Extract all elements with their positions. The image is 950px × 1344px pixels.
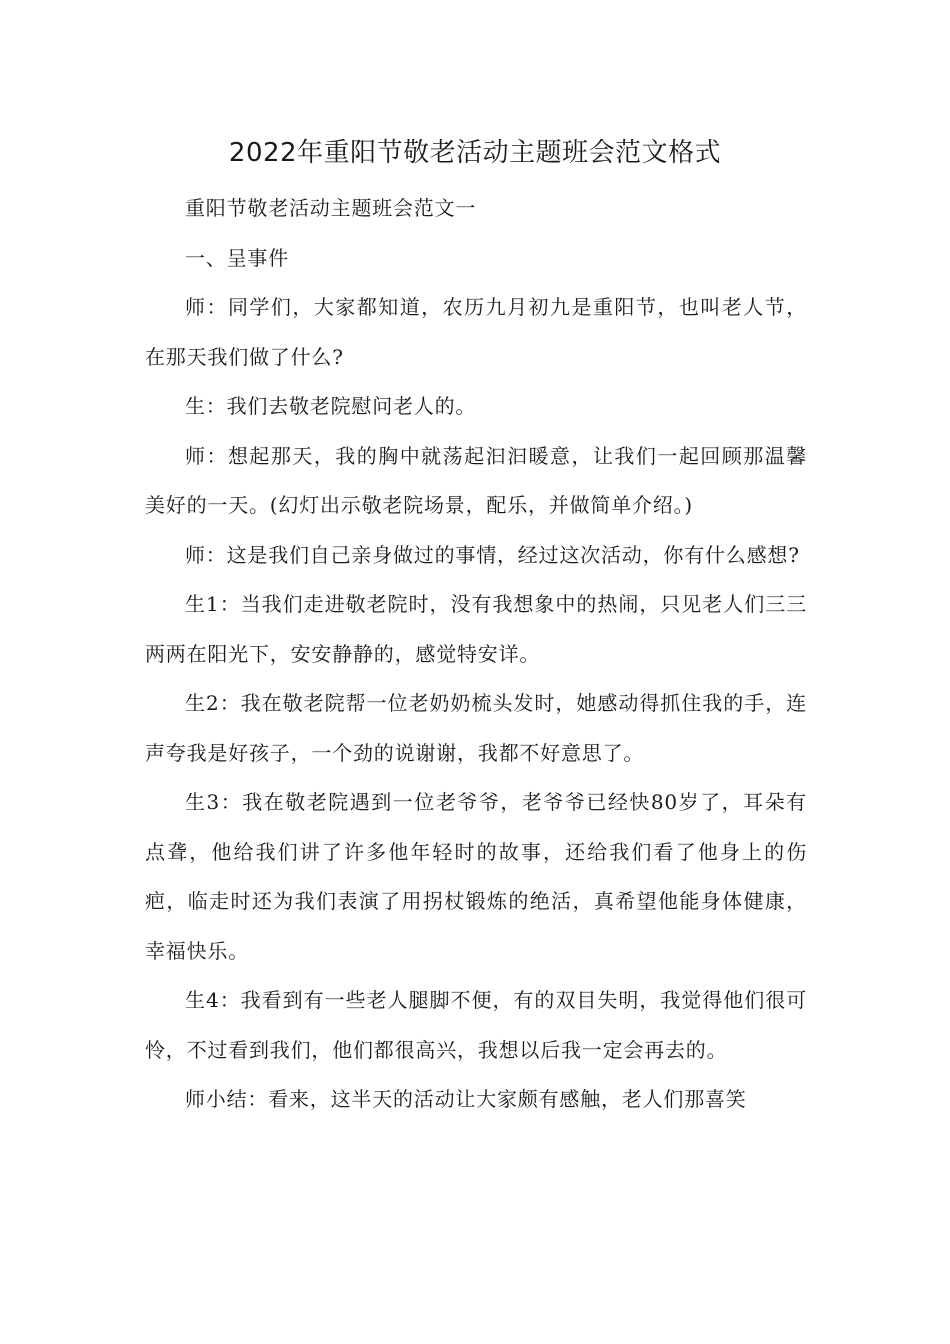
paragraph: 生4：我看到有一些老人腿脚不便，有的双目失明，我觉得他们很可怜，不过看到我们，他们都很高兴，我想以后我一定会再去的。 bbox=[145, 988, 807, 1062]
paragraph: 师：同学们，大家都知道，农历九月初九是重阳节，也叫老人节，在那天我们做了什么? bbox=[145, 295, 807, 369]
paragraph: 生1：当我们走进敬老院时，没有我想象中的热闹，只见老人们三三两两在阳光下，安安静静的，感觉特安详。 bbox=[145, 592, 807, 666]
paragraph: 师：想起那天，我的胸中就荡起汩汩暖意，让我们一起回顾那温馨美好的一天。(幻灯出示敬老院场景，配乐，并做简单介绍。) bbox=[145, 443, 807, 517]
document-body bbox=[145, 184, 807, 1125]
paragraph: 师小结：看来，这半天的活动让大家颇有感触，老人们那喜笑 bbox=[185, 1087, 747, 1111]
paragraph: 生：我们去敬老院慰问老人的。 bbox=[185, 394, 477, 418]
paragraph-section-heading: 一、呈事件 bbox=[185, 245, 289, 270]
paragraph: 生3：我在敬老院遇到一位老爷爷，老爷爷已经快80岁了，耳朵有点聋，他给我们讲了许多他年轻时的故事，还给我们看了他身上的伤疤，临走时还为我们表演了用拐杖锻炼的绝活，真希望他能身体健康，幸福快乐。 bbox=[145, 790, 807, 963]
paragraph-subtitle: 重阳节敬老活动主题班会范文一 bbox=[185, 196, 477, 220]
document-title: 2022年重阳节敬老活动主题班会范文格式 bbox=[228, 138, 722, 168]
paragraph: 师：这是我们自己亲身做过的事情，经过这次活动，你有什么感想? bbox=[185, 542, 800, 567]
paragraph: 生2：我在敬老院帮一位老奶奶梳头发时，她感动得抓住我的手，连声夸我是好孩子，一个劲的说谢谢，我都不好意思了。 bbox=[145, 691, 807, 765]
